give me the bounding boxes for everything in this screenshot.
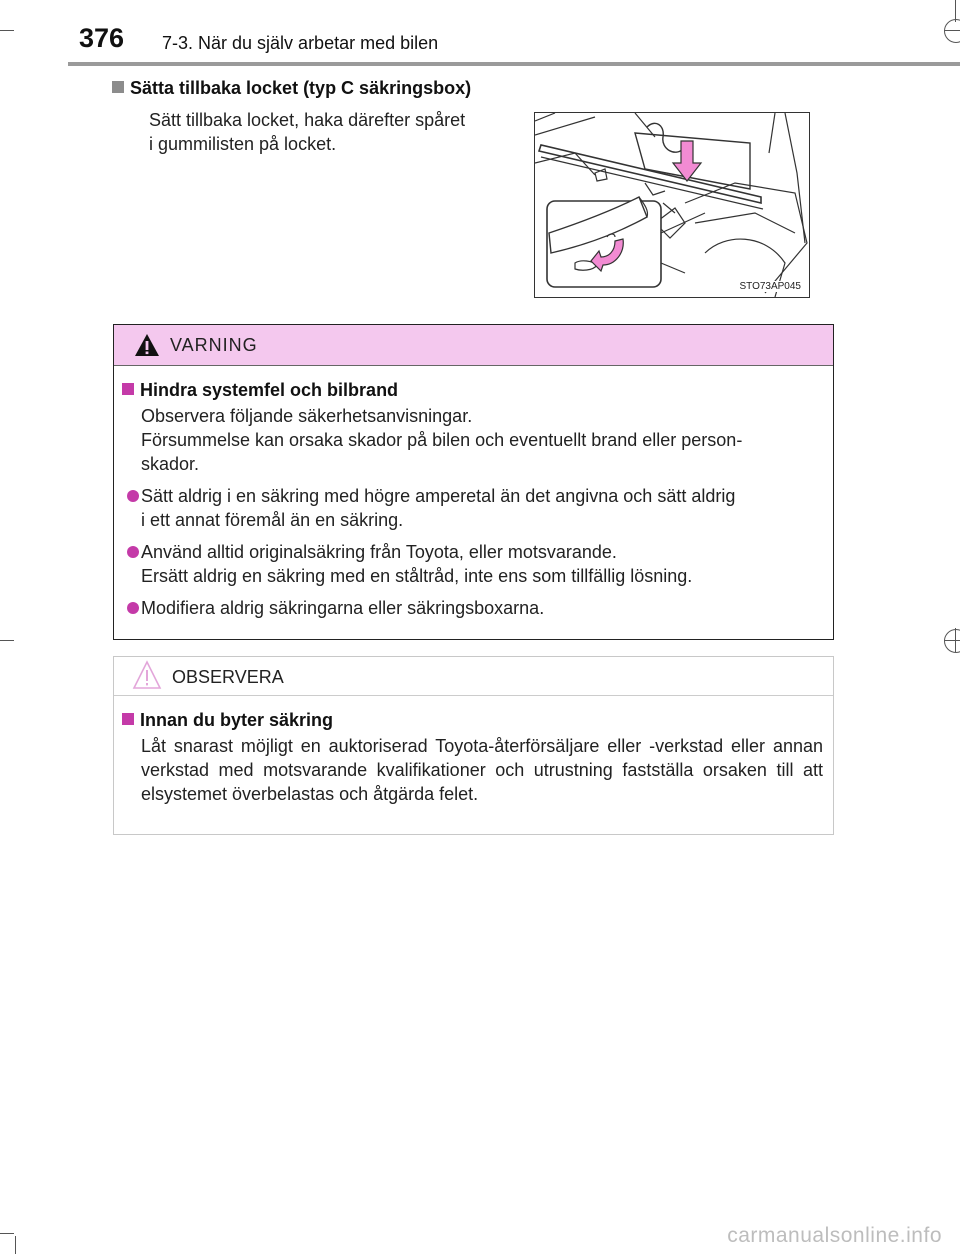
- warning-header: [114, 325, 833, 366]
- crop-mark: [0, 30, 14, 31]
- warning-intro: Observera följande säkerhetsanvisningar. Försummelse kan orsaka skador på bilen och eventuellt brand eller person- skador.: [141, 406, 743, 474]
- warning-triangle-icon: [134, 333, 160, 357]
- warning-heading: [122, 380, 827, 401]
- crop-mark: [0, 640, 14, 641]
- round-bullet-icon: [127, 546, 139, 558]
- warning-item-text: Använd alltid originalsäkring från Toyota, eller motsvarande. Ersätt aldrig en säkring med en ståltråd, inte ens som tillfällig lösning.: [141, 542, 693, 586]
- notice-heading: [122, 710, 827, 731]
- warning-title: VARNING: [170, 335, 258, 355]
- subsection-heading-text: Sätta tillbaka locket (typ C säkringsbox): [130, 78, 472, 98]
- registration-mark: [944, 629, 960, 653]
- fuse-box-cover-figure: [534, 112, 810, 298]
- square-bullet-icon: [122, 713, 134, 725]
- crop-mark: [15, 1236, 16, 1254]
- page-number: 376: [79, 23, 125, 53]
- round-bullet-icon: [127, 490, 139, 502]
- notice-box: [113, 656, 834, 835]
- header-rule: [68, 62, 960, 66]
- caution-triangle-icon: [132, 660, 162, 690]
- warning-heading-text: Hindra systemfel och bilbrand: [140, 380, 399, 400]
- section-title: 7-3. När du själv arbetar med bilen: [162, 33, 439, 53]
- registration-mark: [944, 19, 960, 43]
- notice-text: Låt snarast möjligt en auktoriserad Toyota-återförsäljare eller -verkstad eller annan verkstad med motsvarande kvalifikationer och utrustning fastställa orsaken till att elsystemet överbelastas och åtgärda felet.: [141, 736, 823, 804]
- warning-box: [113, 324, 834, 640]
- round-bullet-icon: [127, 602, 139, 614]
- warning-item-text: Modifiera aldrig säkringarna eller säkringsboxarna.: [141, 598, 545, 618]
- warning-body: [114, 366, 833, 620]
- watermark: carmanualsonline.info: [727, 1224, 942, 1247]
- figure-code: STO73AP045: [739, 281, 801, 292]
- instruction-text: Sätt tillbaka locket, haka därefter spåret i gummilisten på locket.: [149, 110, 466, 154]
- square-bullet-icon: [122, 383, 134, 395]
- notice-heading-text: Innan du byter säkring: [140, 710, 334, 730]
- square-bullet-icon: [112, 81, 124, 93]
- warning-item-text: Sätt aldrig i en säkring med högre amperetal än det angivna och sätt aldrig i ett annat föremål än en säkring.: [141, 486, 736, 530]
- fuse-box-illustration: [535, 113, 809, 297]
- crop-mark: [0, 1233, 14, 1234]
- subsection-heading: [112, 78, 471, 99]
- notice-body: [114, 696, 833, 806]
- warning-item: [122, 596, 827, 620]
- notice-header: [114, 657, 833, 696]
- warning-item: [122, 484, 827, 532]
- warning-item: [122, 540, 827, 588]
- notice-title: OBSERVERA: [172, 667, 284, 687]
